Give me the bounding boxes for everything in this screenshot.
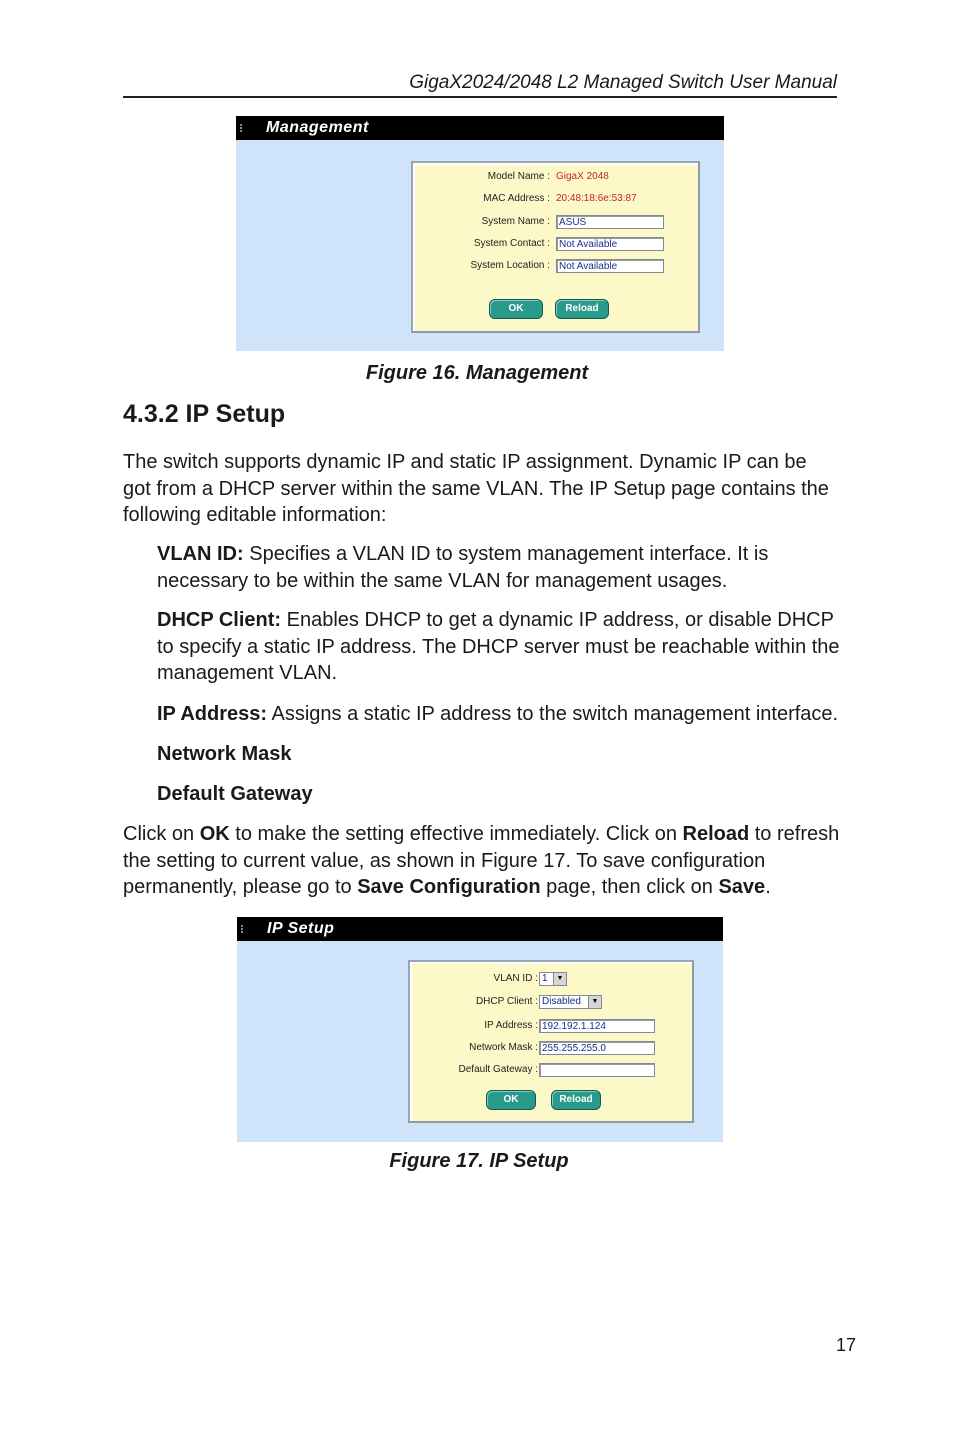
default-gateway-input[interactable] — [539, 1063, 655, 1077]
item-term: DHCP Client: — [157, 609, 282, 631]
dhcp-client-row — [410, 993, 692, 1011]
grip-icon — [240, 124, 248, 132]
closing-text: page, then click on — [540, 876, 719, 898]
default-gateway-row — [410, 1061, 692, 1079]
ip-setup-title: IP Setup — [267, 920, 335, 937]
item-vlan-id — [157, 541, 839, 594]
page-number: 17 — [836, 1335, 857, 1355]
chevron-down-icon: ▼ — [553, 973, 566, 985]
closing-bold: Reload — [682, 823, 750, 845]
model-name-value: GigaX 2048 — [556, 171, 609, 182]
figure17-caption: Figure 17. IP Setup — [389, 1150, 569, 1172]
item-term: VLAN ID: — [157, 543, 244, 565]
running-header-title: GigaX2024/2048 L2 Managed Switch User Manual — [409, 72, 837, 93]
item-desc: Assigns a static IP address to the switch management interface. — [267, 703, 839, 725]
closing-bold: Save — [718, 876, 766, 898]
item-network-mask — [157, 741, 839, 768]
vlan-id-select[interactable] — [539, 972, 567, 986]
section-heading: 4.3.2 IP Setup — [123, 400, 286, 428]
system-contact-input[interactable]: Not Available — [556, 237, 664, 251]
system-location-input[interactable]: Not Available — [556, 259, 664, 273]
closing-text: to make the setting effective immediately. Click on — [229, 823, 683, 845]
ip-address-input[interactable]: 192.192.1.124 — [539, 1019, 655, 1033]
item-term: Network Mask — [157, 743, 292, 765]
system-contact-row — [413, 235, 698, 253]
network-mask-input[interactable]: 255.255.255.0 — [539, 1041, 655, 1055]
figure16-caption: Figure 16. Management — [365, 362, 589, 384]
mac-address-row — [413, 190, 698, 208]
system-name-input[interactable]: ASUS — [556, 215, 664, 229]
dhcp-client-label: DHCP Client : — [475, 996, 538, 1007]
item-desc: Specifies a VLAN ID to system management interface. It is necessary to be within the same VLAN for management usages. — [157, 543, 769, 592]
system-name-label: System Name : — [481, 216, 550, 227]
default-gateway-label: Default Gateway : — [458, 1064, 538, 1075]
network-mask-row — [410, 1039, 692, 1057]
vlan-id-row — [410, 970, 692, 988]
reload-button[interactable]: Reload — [555, 299, 609, 319]
model-name-label: Model Name : — [487, 171, 550, 182]
ip-setup-screenshot — [237, 917, 723, 1142]
management-screenshot — [236, 116, 724, 351]
item-term: Default Gateway — [157, 783, 313, 805]
mac-address-value: 20:48:18:6e:53:87 — [556, 193, 637, 204]
closing-paragraph — [123, 821, 843, 901]
vlan-id-value: 1 — [542, 973, 548, 984]
item-dhcp-client — [157, 607, 847, 687]
chevron-down-icon: ▼ — [588, 996, 601, 1008]
dhcp-client-select[interactable] — [539, 995, 602, 1009]
ip-setup-title-bar — [237, 917, 723, 941]
reload-button[interactable]: Reload — [551, 1090, 601, 1110]
model-name-row — [413, 168, 698, 186]
closing-text: to refresh the setting to current value, as shown in Figure 17. To save configuration permanently, please go to — [123, 823, 840, 898]
ip-address-label: IP Address : — [484, 1020, 538, 1031]
ip-setup-panel — [408, 960, 694, 1123]
closing-bold: OK — [199, 823, 230, 845]
system-location-label: System Location : — [470, 260, 550, 271]
mac-address-label: MAC Address : — [483, 193, 550, 204]
ip-address-row — [410, 1017, 692, 1035]
management-panel — [411, 161, 700, 333]
item-desc: Enables DHCP to get a dynamic IP address, or disable DHCP to specify a static IP address. The DHCP server must be reachable within the management VLAN. — [157, 609, 840, 684]
item-default-gateway — [157, 781, 839, 808]
intro-paragraph: The switch supports dynamic IP and static IP assignment. Dynamic IP can be got from a DHCP server within the same VLAN. The IP Setup page contains the following editable information: — [123, 451, 829, 526]
ok-button[interactable]: OK — [489, 299, 543, 319]
closing-bold: Save Configuration — [357, 876, 541, 898]
ok-button[interactable]: OK — [486, 1090, 536, 1110]
closing-text: . — [765, 876, 771, 898]
network-mask-label: Network Mask : — [469, 1042, 538, 1053]
management-title-bar — [236, 116, 724, 140]
system-contact-label: System Contact : — [473, 238, 550, 249]
system-name-row — [413, 213, 698, 231]
vlan-id-label: VLAN ID : — [493, 973, 538, 984]
grip-icon — [241, 925, 249, 933]
management-title: Management — [266, 119, 369, 136]
running-header — [123, 70, 837, 98]
closing-text: Click on — [123, 823, 200, 845]
system-location-row — [413, 257, 698, 275]
item-ip-address — [157, 701, 857, 728]
item-term: IP Address: — [157, 703, 268, 725]
dhcp-client-value: Disabled — [542, 996, 581, 1007]
